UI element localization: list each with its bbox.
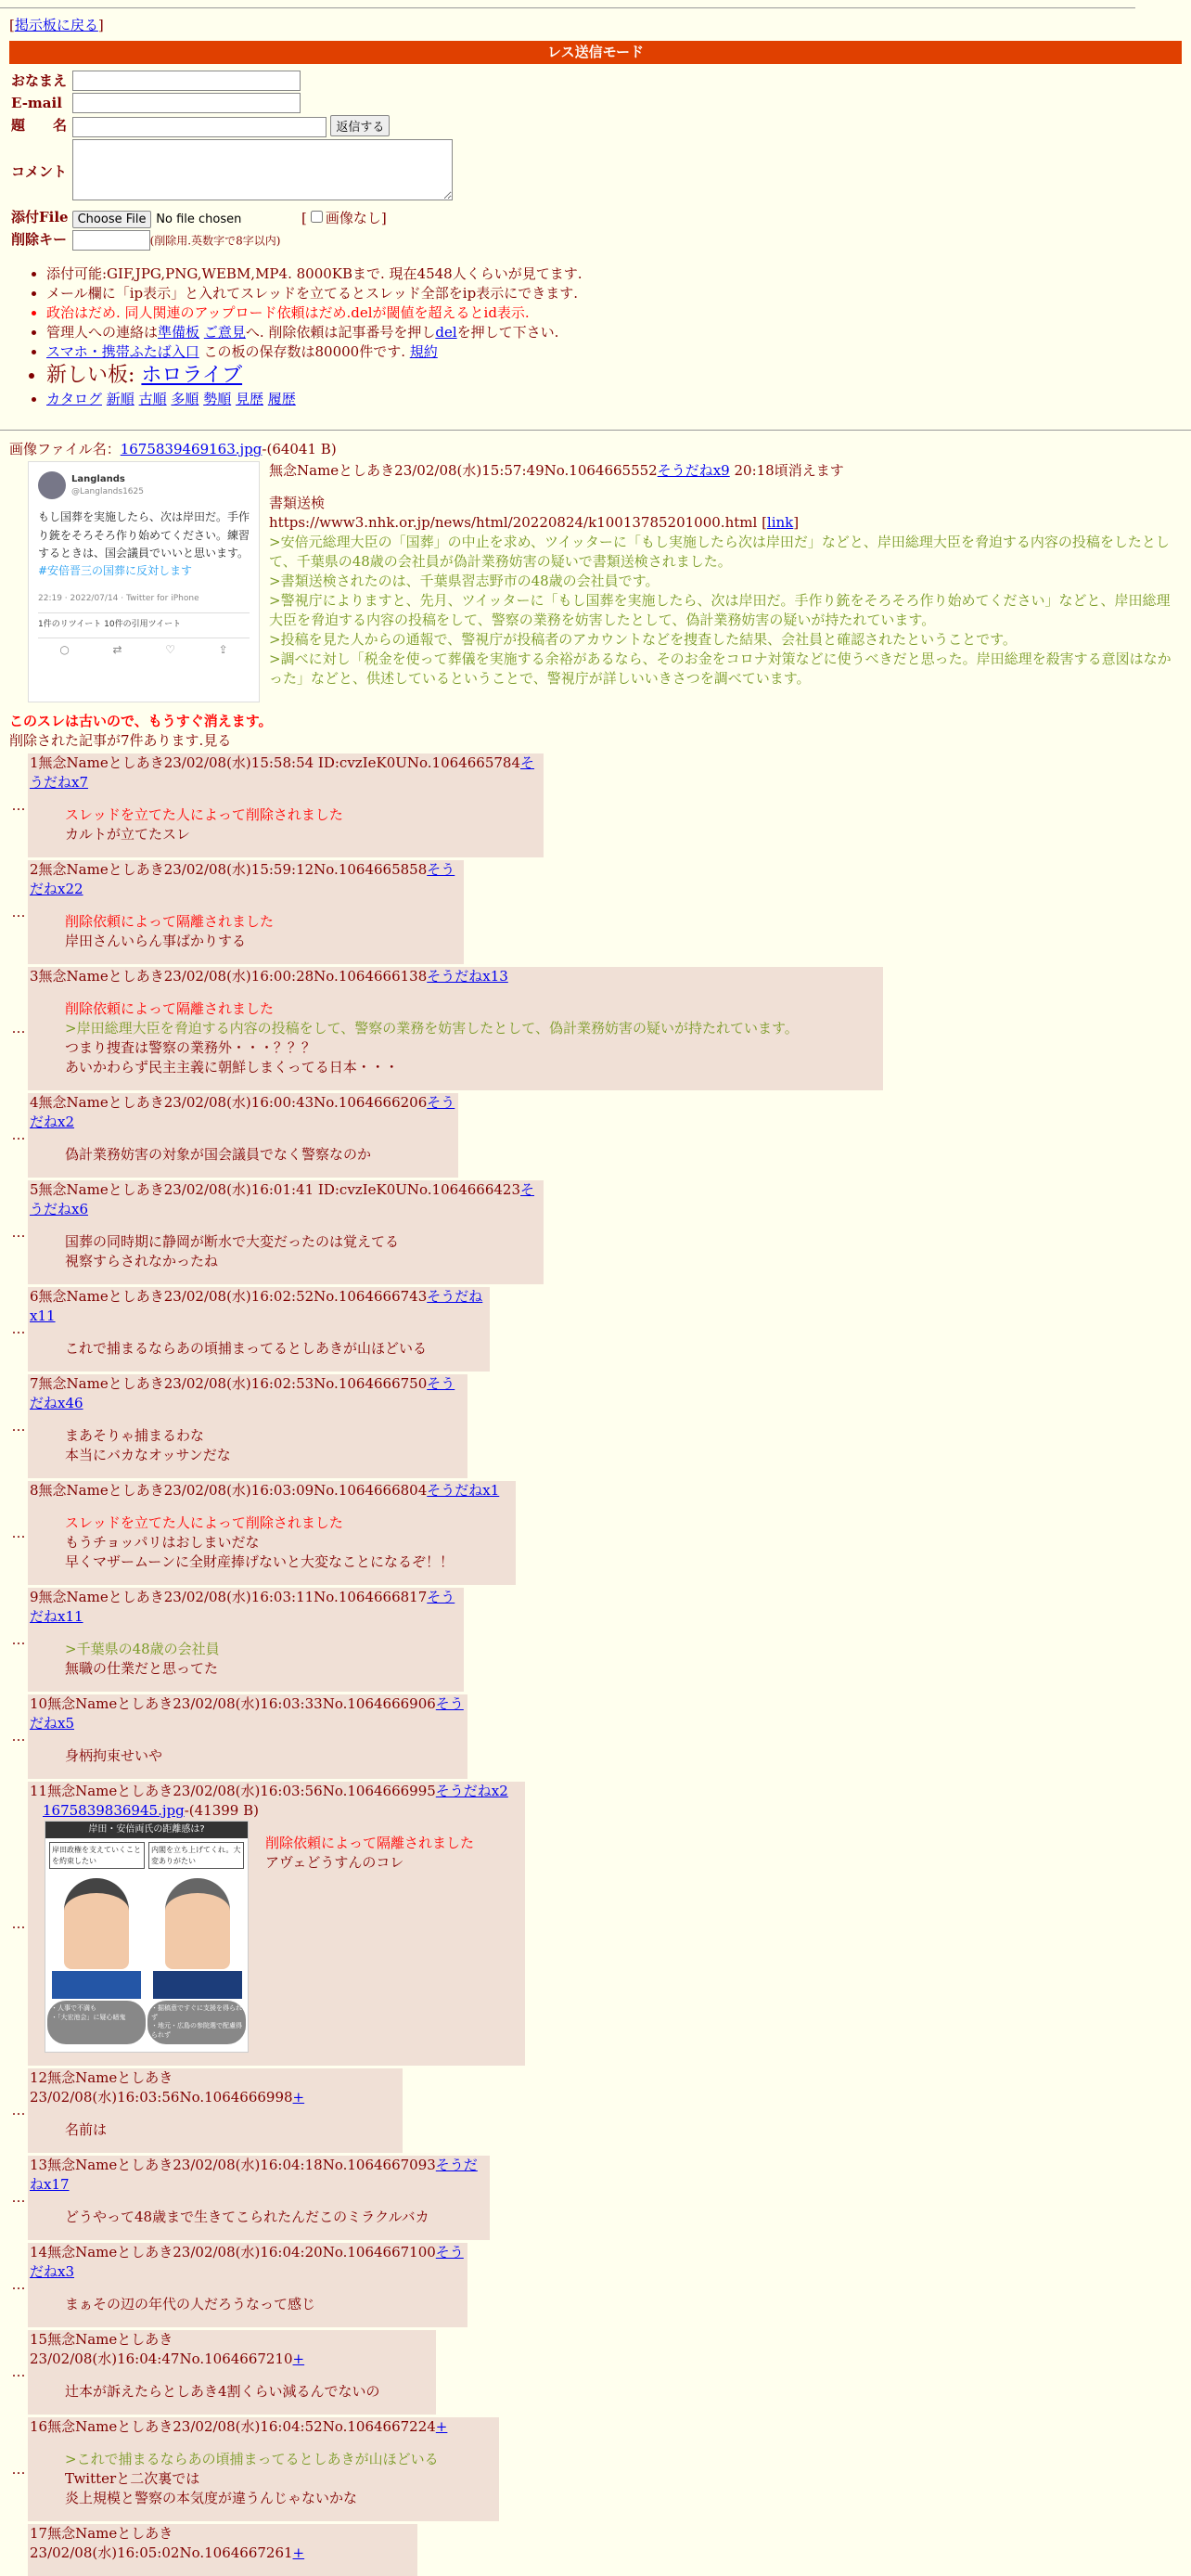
reply-header-text: 11無念Nameとしあき23/02/08(水)16:03:56No.1064666995 [30,1783,436,1800]
tweet-actions [38,638,250,658]
sodane-button[interactable]: そうだねx5 [30,1695,464,1732]
notice-item [46,342,1182,362]
sort-new-link[interactable]: 新順 [106,391,134,408]
reply-text [28,912,464,951]
no-image-label: 画像なし [325,209,381,226]
reply-body [28,2330,436,2415]
tweet-stats: 1件のリツイート 10件の引用ツイート [38,612,250,631]
reply-header [28,2417,499,2437]
reply-header [28,2330,436,2369]
person-figure-right [165,1878,230,1969]
notice-item [46,362,1182,391]
reply-ellipsis: … [11,903,26,921]
reply-body [28,1481,516,1585]
reply [9,2243,1182,2327]
sodane-button[interactable]: そうだねx1 [427,1482,500,1500]
suit-left [52,1971,141,1999]
file-status: No file chosen [156,212,242,226]
sort-momentum-link[interactable]: 勢順 [203,391,232,408]
reply-body [28,2417,499,2521]
notice-text: を押して下さい. [456,323,559,341]
thumb-points: ・掘稿意ですぐに支援を得られず ・地元・広島の参院選で配慮得られず [147,2001,246,2044]
reply-header-text: 17無念Nameとしあき23/02/08(水)16:05:02No.1064667261 [30,2525,293,2562]
sodane-button[interactable]: そうだねx2 [435,1783,508,1800]
viewed-history-link[interactable]: 見歴 [235,391,263,408]
post-form [9,70,455,251]
reply-line: 削除依頼によって隔離されました [265,1835,475,1852]
reply [9,2330,1182,2415]
reply [9,967,1182,1090]
reply-text [28,1145,458,1165]
reply-ellipsis: … [11,2276,26,2294]
reply [9,2156,1182,2240]
reply-line: 削除依頼によって隔離されました [65,913,275,931]
reply [9,1694,1182,1779]
reply-file-link[interactable]: 1675839836945.jpg [43,1802,185,1820]
reply-line: 削除依頼によって隔離されました [65,1000,275,1018]
reply-ellipsis: … [11,1223,26,1241]
reply-body [28,1287,490,1372]
sodane-button[interactable]: + [292,2089,305,2106]
reply-text [28,1513,516,1572]
reply [9,1093,1182,1178]
subject-label: 題 名 [11,117,68,135]
reply [9,860,1182,964]
notice-list [9,264,1182,410]
reply-ellipsis: … [11,2460,26,2478]
reply-header-text: 6無念Nameとしあき23/02/08(水)16:02:52No.1064666743 [30,1288,428,1306]
reply-line: 偽計業務妨害の対象が国会議員でなく警察なのか [65,1146,372,1164]
mobile-entry-link[interactable]: スマホ・携帯ふたば入口 [46,342,199,360]
notice-item: • 政治はだめ. 同人関連のアップロード依頼はだめ.delが閾値を超えるとid表示. [46,303,1182,323]
delete-key-label: 削除キー [11,231,68,249]
reply-header-text: 12無念Nameとしあき23/02/08(水)16:03:56No.1064666998 [30,2069,293,2106]
op-file-link[interactable]: 1675839469163.jpg [120,441,263,458]
reply-ellipsis: … [11,796,26,814]
delete-key-note: (削除用.英数字で8字以内) [149,234,281,248]
reply [9,1588,1182,1692]
file-prefix: 画像ファイル名： [9,441,121,458]
reply-ellipsis: … [11,1127,26,1144]
reply-text [28,2120,403,2140]
deleted-posts-note[interactable]: 削除された記事が7件あります.見る [9,732,232,750]
notice-item: • メール欄に「ip表示」と入れてスレッドを立てるとスレッド全部をip表示にできます. [46,284,1182,303]
reply-text [28,2382,436,2402]
sodane-button[interactable]: + [435,2418,448,2436]
reply-ellipsis: … [11,2189,26,2207]
op-link[interactable]: link [766,514,794,532]
rules-link[interactable]: 規約 [409,342,438,360]
reply-header-text: 15無念Nameとしあき23/02/08(水)16:04:47No.1064667210 [30,2331,293,2368]
op-file-info [9,440,1182,459]
reply-line: まあそりゃ捕まるわな [65,1427,205,1445]
reply-line: 無職の仕業だと思ってた [65,1660,219,1678]
reply-header [28,1782,525,1801]
reply-text [28,2450,499,2508]
reply-line: どうやって48歳まで生きてこられたんだこのミラクルバカ [65,2209,429,2226]
reply-line: 視察すらされなかったね [65,1253,219,1270]
reply-header [28,1180,544,1219]
notice-item [46,390,1182,409]
reply-line: これで捕まるならあの頃捕まってるとしあきが山ほどいる [65,1340,428,1358]
choose-file-button[interactable]: Choose File [72,211,152,228]
no-image-checkbox[interactable] [311,211,323,223]
sodane-button[interactable]: そうだねx46 [30,1375,455,1412]
reply-ellipsis: … [11,2102,26,2119]
reply-list [9,2068,1182,2521]
reply-header [28,2243,467,2282]
reply [9,1180,1182,1284]
reply-header-text: 10無念Nameとしあき23/02/08(水)16:03:33No.1064666906 [30,1695,436,1713]
suit-right [153,1971,242,1999]
reply-text [28,1426,467,1465]
tweet-body: もし国葬を実施したら、次は岸田だ。手作り銃をそろそろ作り始めてください。練習するときは、国会議員でいいと思います。 [38,510,250,560]
op-header [269,461,1182,481]
file-label: 添付File [11,209,69,226]
notice-text: 管理人への連絡は [46,323,159,341]
reply-line: 身柄拘束せいや [65,1747,163,1765]
reply-header-text: 9無念Nameとしあき23/02/08(水)16:03:11No.1064666817 [30,1589,428,1606]
like-icon: ♡ [165,643,175,657]
divider [0,430,1191,431]
bracket: [ [9,17,15,33]
reply-line: アヴェどうすんのコレ [265,1854,404,1872]
sort-many-link[interactable]: 多順 [171,391,199,408]
reply [9,753,1182,857]
email-label: E-mail [11,94,62,111]
op-url: https://www3.nhk.or.jp/news/html/20220824/k10013785201000.html [269,514,758,532]
reply-header-text: 14無念Nameとしあき23/02/08(水)16:04:20No.1064667100 [30,2244,436,2261]
reply-header [28,1481,516,1501]
reply-text [28,1640,464,1679]
thread-expiry-warning: このスレは古いので、もうすぐ消えます。 [9,713,273,730]
reply-body [28,1782,525,2066]
reply-list [9,753,1182,1779]
sodane-button[interactable]: そうだねx6 [30,1181,535,1218]
reply-file-info [28,1801,525,1821]
reply [9,1287,1182,1372]
top-divider [0,7,1135,8]
history-link[interactable]: 履歴 [267,391,296,408]
reply-body [28,1588,464,1692]
sodane-button[interactable]: そうだねx9 [657,462,730,480]
reply-ellipsis: … [11,1320,26,1338]
bracket: [ [301,209,307,226]
reply-ellipsis: … [11,2363,26,2381]
notice-item [46,323,1182,342]
expire-text: 20:18頃消えます [729,462,844,480]
reply-body [28,1093,458,1178]
reply-body [28,2156,490,2240]
reply-line: 国葬の同時期に静岡が断水で大変だったのは覚えてる [65,1233,400,1251]
reply-ellipsis: … [11,1914,26,1932]
new-board-link[interactable]: ホロライブ [141,363,243,387]
reply-line: 辻本が訴えたらとしあき4割くらい減るんでないの [65,2383,380,2401]
comment-textarea[interactable] [72,139,453,200]
reply-body [28,2524,417,2576]
sodane-button[interactable]: そうだねx13 [427,968,508,985]
quote-line: >警視庁によりますと、先月、ツイッターに「もし国葬を実施したら、次は岸田だ。手作り銃をそろそろ作り始めてください」などと、岸田総理大臣を脅迫する内容の投稿をして、警察の業務を妨害したとして、偽計業務妨害の疑いが持たれています。 [269,592,1171,629]
person-figure-left [64,1878,129,1969]
reply-text [28,2295,467,2314]
submit-reply-button[interactable]: 返信する [330,115,390,136]
catalog-link[interactable]: カタログ [46,391,103,408]
feedback-link[interactable]: ご意見 [203,323,246,341]
tweet-handle: @Langlands1625 [71,487,144,497]
comment-label: コメント [11,163,68,180]
reply-header-text: 13無念Nameとしあき23/02/08(水)16:04:18No.1064667093 [30,2157,436,2174]
share-icon: ⇪ [218,643,228,657]
bracket: ] [97,17,104,33]
thumb-bubble: 岸田政権を支えていくことを約束したい [49,1842,145,1868]
reply-image-row [28,1821,525,2053]
sodane-button[interactable]: + [292,2351,305,2368]
reply [9,1374,1182,1478]
sodane-button[interactable]: そうだねx2 [30,1094,455,1131]
sodane-button[interactable]: そうだねx11 [30,1288,483,1325]
reply-body [28,967,883,1090]
reply-line: まぁその辺の年代の人だろうなって感じ [65,2296,316,2313]
op-url-line: https://www3.nhk.or.jp/news/html/20220824/k10013785201000.html [link] [269,514,800,532]
reply-header [28,1588,464,1627]
sodane-button[interactable]: そうだねx22 [30,861,455,898]
reply-header [28,967,883,986]
reply [9,2068,1182,2153]
reply-header-text: 8無念Nameとしあき23/02/08(水)16:03:09No.1064666804 [30,1482,428,1500]
sodane-button[interactable]: そうだねx17 [30,2157,478,2194]
reply-text [28,1232,544,1271]
reply-body [28,2068,403,2153]
subject-input[interactable] [72,117,327,137]
reply-text [28,805,544,844]
reply-line: 早くマザームーンに全財産捧げないと大変なことになるぞ！！ [65,1553,454,1571]
op-post [9,461,1182,702]
sodane-button[interactable]: そうだねx11 [30,1589,455,1626]
reply-body [28,1694,467,1779]
reply-line: スレッドを立てた人によって削除されました [65,1514,343,1532]
reply-header-text: 5無念Nameとしあき23/02/08(水)16:01:41 ID:cvzIeK0UNo.1064666423 [30,1181,520,1199]
reply-header-text: 16無念Nameとしあき23/02/08(水)16:04:52No.1064667224 [30,2418,436,2436]
reply-body [28,2243,467,2327]
op-header-text: 無念Nameとしあき23/02/08(水)15:57:49No.1064665552 [269,462,658,480]
sort-old-link[interactable]: 古順 [138,391,167,408]
reply [9,2417,1182,2521]
reply-header [28,860,464,899]
sodane-button[interactable]: そうだねx3 [30,2244,464,2281]
reply-line: もうチョッパリはおしまいだな [65,1534,260,1552]
reply-ellipsis: … [11,1630,26,1648]
tweet-name: Langlands [71,474,125,485]
quote-line: >調べに対し「税金を使って葬儀を実施する余裕があるなら、そのお金をコロナ対策などに使うべきだと思った。岸田総理を殺害する意図はなかった」などと、供述しているということで、警視庁が詳しいいきさつを調べています。 [269,650,1172,688]
reply-thumbnail[interactable] [45,1821,249,2053]
reply-ellipsis: … [11,1417,26,1435]
thumb-bubble: 内閣を立ち上げてくれ。大変ありがたい [148,1842,244,1868]
reply-text [28,2208,490,2227]
reply [9,1782,1182,2066]
reply-header-text: 2無念Nameとしあき23/02/08(水)15:59:12No.1064665858 [30,861,428,879]
reply-header [28,2524,417,2563]
notice-text: 新しい板: [46,363,142,387]
reply-body [28,753,544,857]
tweet-hashtag: #安倍晋三の国葬に反対します [38,564,193,578]
reply-header [28,1374,467,1413]
reply-text [28,999,883,1077]
bracket: ] [380,209,387,226]
reply-header [28,1287,490,1326]
tweet-text [38,509,250,580]
reply-line: Twitterと二次裏では [65,2470,200,2488]
op-title: 書類送検 [269,495,326,512]
reply-line: あいかわらず民主主義に朝鮮しまくってる日本・・・ [65,1059,399,1076]
reply-line: >岸田総理大臣を脅迫する内容の投稿をして、警察の業務を妨害したとして、偽計業務妨害の疑いが持たれています。 [65,1020,799,1037]
reply-text [265,1834,474,2053]
reply-mode-banner: レス送信モード [9,41,1182,64]
reply-line: >これで捕まるならあの頃捕まってるとしあきが山ほどいる [65,2451,439,2468]
tweet-meta: 22:19 · 2022/07/14 · Twitter for iPhone [38,594,199,604]
reply-line: つまり捜査は警察の業務外・・・？？？ [65,1039,316,1057]
reply-header-text: 3無念Nameとしあき23/02/08(水)16:00:28No.1064666138 [30,968,428,985]
reply-line: スレッドを立てた人によって削除されました [65,806,343,824]
reply-line: 岸田さんいらん事ばかりする [65,933,247,950]
reply-body [28,860,464,964]
notice-text: へ. 削除依頼は記事番号を押し [245,323,436,341]
thumb-title: 岸田・安倍両氏の距離感は? [45,1822,248,1838]
reply-header-text: 1無念Nameとしあき23/02/08(水)15:58:54 ID:cvzIeK0UNo.1064665784 [30,754,520,772]
op-thumbnail[interactable] [28,461,260,702]
reply [9,2524,1182,2576]
sodane-button[interactable]: そうだねx7 [30,754,535,792]
sodane-button[interactable]: + [292,2544,305,2562]
retweet-icon: ⇄ [112,643,122,657]
name-label: おなまえ [11,71,68,89]
reply-icon: ○ [59,643,70,657]
reply-header-text: 4無念Nameとしあき23/02/08(水)16:00:43No.1064666206 [30,1094,428,1112]
reply-line: 名前は [65,2121,108,2139]
reply-body [28,1180,544,1284]
reply [9,1481,1182,1585]
file-size: -(41399 B) [184,1802,259,1820]
back-to-board-link[interactable]: 掲示板に戻る [14,17,98,33]
reply-header-text: 7無念Nameとしあき23/02/08(水)16:02:53No.1064666750 [30,1375,428,1393]
reply-body [28,1374,467,1478]
quote-line: >書類送検されたのは、千葉県習志野市の48歳の会社員です。 [269,573,660,590]
reply-ellipsis: … [11,1524,26,1541]
quote-line: >投稿を見た人からの通報で、警視庁が投稿者のアカウントなどを捜査した結果、会社員と確認されたということです。 [269,631,1017,649]
reply-header [28,1093,458,1132]
thumb-points: ・人事で不満も ・「大宏池会」に疑心暗鬼 [47,2001,146,2044]
reply-text [28,1339,490,1359]
email-input[interactable] [72,93,301,113]
reply-ellipsis: … [11,1020,26,1037]
op-body [269,461,1182,702]
prep-board-link[interactable]: 準備板 [158,323,200,341]
delete-key-input[interactable] [72,230,150,251]
notice-text: この板の保存数は80000件です. [203,342,405,360]
reply-line: カルトが立てたスレ [65,826,191,844]
notice-item: • 添付可能:GIF,JPG,PNG,WEBM,MP4. 8000KBまで. 現在4548人くらいが見てます. [46,264,1182,284]
reply-header [28,1694,467,1733]
reply-text [28,1746,467,1766]
name-input[interactable] [72,71,301,91]
avatar [38,471,66,499]
reply-header [28,753,544,792]
del-link[interactable]: del [435,323,457,341]
back-nav [9,16,1182,35]
reply-line: >千葉県の48歳の会社員 [65,1641,220,1658]
quote-line: >安倍元総理大臣の「国葬」の中止を求め、ツイッターに「もし実施したら次は岸田だ」などと、岸田総理大臣を脅迫する内容の投稿をしたとして、千葉県の48歳の会社員が偽計業務妨害の疑いで書類送検されました。 [269,534,1170,571]
reply-line: 本当にバカなオッサンだな [65,1447,231,1464]
reply-header [28,2156,490,2195]
reply-header [28,2068,403,2107]
reply-line: 炎上規模と警察の本気度が違うんじゃないかな [65,2490,358,2507]
file-size: -(64041 B) [262,441,337,458]
reply-ellipsis: … [11,1728,26,1745]
